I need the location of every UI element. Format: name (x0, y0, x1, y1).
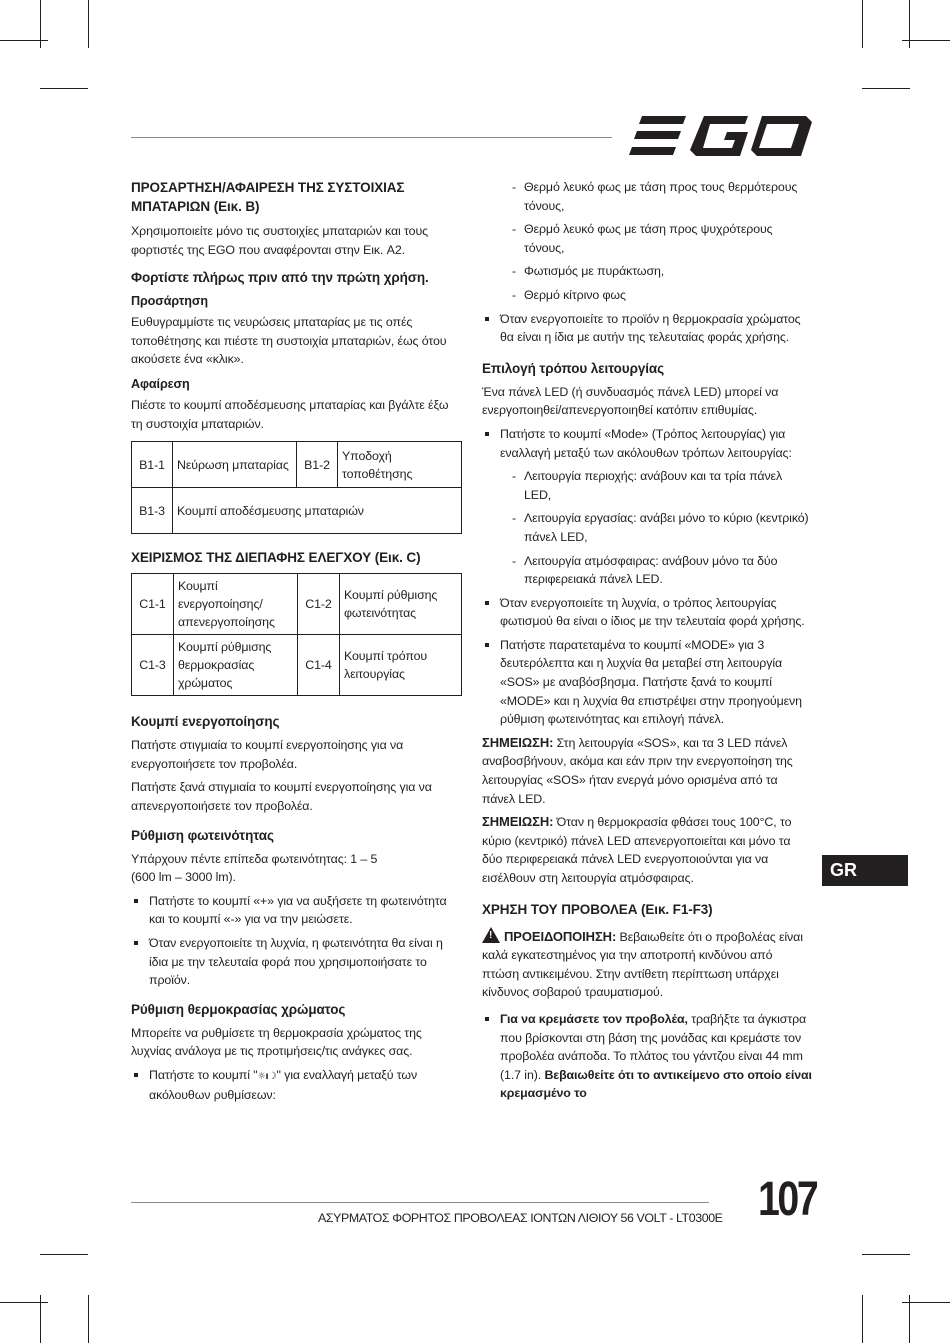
paragraph: Μπορείτε να ρυθμίσετε τη θερμοκρασία χρώματος της λυχνίας ανάλογα με τις προτιμήσεις/τις ανάγκες σας. (131, 1025, 422, 1059)
note (482, 734, 812, 808)
crop-mark (862, 1295, 863, 1343)
warning (482, 927, 812, 1002)
table-cell-text: Κουμπί ρύθμισης θερμοκρασίας χρώματος (174, 635, 298, 696)
list-item: Όταν ενεργοποιείτε τη λυχνία, η φωτεινότητα θα είναι η ίδια με την τελευταία φορά που χρησιμοποιήσατε το προϊόν. (131, 934, 463, 990)
note-label: ΣΗΜΕΙΩΣΗ: (482, 734, 554, 750)
table-row (132, 442, 462, 488)
table-cell-code: C1-1 (132, 574, 174, 635)
list-item-bold: Βεβαιωθείτε ότι το αντικείμενο στο οποίο είναι κρεμασμένο το (500, 1067, 812, 1101)
table-cell-text: Κουμπί ρύθμισης φωτεινότητας (340, 574, 462, 635)
paragraph: Χρησιμοποιείτε μόνο τις συστοιχίες μπαταριών και τους φορτιστές της EGO που αναφέρονται στην Εικ. A2. (131, 224, 428, 257)
color-temp-heading: Ρύθμιση θερμοκρασίας χρώματος (131, 1001, 346, 1017)
list-item-text: Πατήστε το κουμπί " (149, 1067, 258, 1082)
paragraph: Ένα πάνελ LED (ή συνδυασμός πάνελ LED) μπορεί να ενεργοποιηθεί/απενεργοποιηθεί κατόπιν επιθυμίας. (482, 384, 779, 418)
warning-text: Βεβαιωθείτε ότι ο προβολέας είναι καλά εγκατεστημένος για την αποτροπή κινδύνου από πτώση αντικειμένου. Στην αντίθετη περίπτωση υπάρχει κίνδυνος σοβαρού τραυματισμού. (482, 929, 803, 1000)
table-cell-text: Κουμπί αποδέσμευσης μπαταριών (173, 488, 462, 534)
section-title-battery: ΠΡΟΣΑΡΤΗΣΗ/ΑΦΑΙΡΕΣΗ ΤΗΣ ΣΥΣΤΟΙΧΙΑΣ ΜΠΑΤΑΡΙΩΝ (Εικ. B) (131, 180, 405, 214)
crop-mark (862, 0, 863, 48)
note-text: Στη λειτουργία «SOS», και τα 3 LED πάνελ αναβοσβήνουν, ακόμα και εάν πριν την ενεργοποίηση της λειτουργίας «SOS» ήταν ενεργά μόνο ορισμένα από τα πάνελ LED. (482, 735, 793, 806)
color-temp-icon: ☼ı☽ (257, 1070, 277, 1082)
ego-logo (628, 114, 812, 160)
crop-mark (902, 1302, 950, 1303)
warning-label: ΠΡΟΕΙΔΟΠΟΙΗΣΗ: (504, 928, 617, 944)
crop-mark (40, 88, 88, 89)
charge-heading: Φορτίστε πλήρως πριν από την πρώτη χρήση. (131, 270, 429, 286)
note-label: ΣΗΜΕΙΩΣΗ: (482, 814, 554, 830)
crop-mark (0, 40, 48, 41)
table-cell-text: Κουμπί ενεργοποίησης/ απενεργοποίησης (174, 574, 298, 635)
table-cell-text: Νεύρωση μπαταρίας (173, 442, 297, 488)
left-column (131, 178, 463, 1110)
crop-mark (88, 0, 89, 48)
language-tab: GR (822, 855, 908, 886)
table-cell-code: B1-1 (132, 442, 173, 488)
mode-heading: Επιλογή τρόπου λειτουργίας (482, 360, 664, 376)
list-item: Όταν ενεργοποιείτε τη λυχνία, ο τρόπος λειτουργίας φωτισμού θα είναι ο ίδιος με την τελευταία φορά χρήσης. (482, 594, 812, 631)
list-item: - Φωτισμός με πυράκτωση, (482, 262, 812, 281)
list-item: Όταν ενεργοποιείτε το προϊόν η θερμοκρασία χρώματος θα είναι η ίδια με αυτήν της τελευταίας φοράς χρήσης. (482, 310, 812, 347)
crop-mark (902, 40, 950, 41)
list-item (131, 1066, 463, 1105)
power-heading: Κουμπί ενεργοποίησης (131, 714, 280, 730)
list-item: - Λειτουργία εργασίας: ανάβει μόνο το κύριο (κεντρικό) πάνελ LED, (482, 509, 812, 546)
crop-mark (88, 1295, 89, 1343)
list-item-text: τραβήξτε τα άγκιστρα που βρίσκονται στη βάση της μονάδας και κρεμάστε τον προβολέα ανάποδα. Το πλάτος του γάντζου είναι 44 mm (1.7 in). (500, 1011, 807, 1082)
crop-mark (862, 1254, 910, 1255)
paragraph: Ευθυγραμμίστε τις νευρώσεις μπαταρίας με τις οπές τοποθέτησης και πιέστε τη συστοιχία μπαταριών, έως ότου ακούσετε ένα «κλικ». (131, 315, 447, 367)
crop-mark (862, 88, 910, 89)
paragraph: Πατήστε στιγμιαία το κουμπί ενεργοποίησης για να ενεργοποιήσετε τον προβολέα. (131, 738, 404, 771)
attach-heading: Προσάρτηση (131, 294, 208, 309)
brightness-heading: Ρύθμιση φωτεινότητας (131, 827, 274, 843)
table-row (132, 635, 462, 696)
list-item: - Λειτουργία περιοχής: ανάβουν και τα τρία πάνελ LED, (482, 467, 812, 504)
list-item-text: " για εναλλαγή μεταξύ των ακόλουθων ρυθμίσεων: (149, 1067, 418, 1103)
paragraph (131, 850, 463, 887)
paragraph: Πιέστε το κουμπί αποδέσμευσης μπαταρίας και βγάλτε έξω τη συστοιχία μπαταριών. (131, 397, 449, 431)
table-row (132, 574, 462, 635)
header-rule (131, 137, 612, 138)
table-row (132, 488, 462, 534)
list-item (482, 1010, 812, 1103)
list-item: - Λειτουργία ατμόσφαιρας: ανάβουν μόνο τα δύο περιφερειακά πάνελ LED. (482, 552, 812, 589)
section-title-interface: ΧΕΙΡΙΣΜΟΣ ΤΗΣ ΔΙΕΠΑΦΗΣ ΕΛΕΓΧΟΥ (Εικ. C) (131, 550, 421, 566)
remove-heading: Αφαίρεση (131, 376, 190, 391)
list-item: - Θερμό λευκό φως με τάση προς ψυχρότερους τόνους, (482, 220, 812, 257)
list-item: Πατήστε παρατεταμένα το κουμπί «MODE» για 3 δευτερόλεπτα και η λυχνία θα μεταβεί στη λειτουργία «SOS» με αναβόσβησμα. Πατήστε ξανά το κουμπί «MODE» και η λυχνία θα επιστρέψει στην προηγούμενη ρύθμιση φωτεινότητας και επιλογή πάνελ. (482, 636, 812, 729)
list-item: - Θερμό κίτρινο φως (482, 286, 812, 305)
table-cell-text: Κουμπί τρόπου λειτουργίας (340, 635, 462, 696)
table-cell-code: C1-2 (298, 574, 340, 635)
footer-rule (131, 1202, 709, 1203)
list-item-bold: Για να κρεμάσετε τον προβολέα, (500, 1011, 688, 1026)
list-item: - Θερμό λευκό φως με τάση προς τους θερμότερους τόνους, (482, 178, 812, 215)
warning-icon: ! (482, 927, 500, 943)
table-cell-text: Υποδοχή τοποθέτησης (338, 442, 462, 488)
paragraph: Πατήστε ξανά στιγμιαία το κουμπί ενεργοποίησης για να απενεργοποιήσετε τον προβολέα. (131, 780, 432, 813)
list-item: Πατήστε το κουμπί «+» για να αυξήσετε τη φωτεινότητα και το κουμπί «-» για να την μειώσετε. (131, 892, 463, 929)
right-column (482, 178, 812, 1108)
table-b (131, 441, 462, 534)
table-c (131, 573, 462, 696)
crop-mark (40, 1254, 88, 1255)
table-cell-code: C1-4 (298, 635, 340, 696)
section-title-use: ΧΡΗΣΗ ΤΟΥ ΠΡΟΒΟΛΕΑ (Εικ. F1-F3) (482, 901, 713, 917)
note (482, 813, 812, 887)
list-item: Πατήστε το κουμπί «Mode» (Τρόπος λειτουργίας) για εναλλαγή μεταξύ των ακόλουθων τρόπων λειτουργίας: (482, 425, 812, 462)
footer-text: ΑΣΥΡΜΑΤΟΣ ΦΟΡΗΤΟΣ ΠΡΟΒΟΛΕΑΣ ΙΟΝΤΩΝ ΛΙΘΙΟΥ 56 VOLT - LT0300E (318, 1211, 723, 1225)
page-number: 107 (758, 1173, 817, 1226)
table-cell-code: B1-2 (297, 442, 338, 488)
crop-mark (0, 1302, 48, 1303)
brightness-range: (600 lm – 3000 lm). (131, 870, 236, 885)
brightness-levels: Υπάρχουν πέντε επίπεδα φωτεινότητας: 1 – 5 (131, 851, 378, 866)
table-cell-code: C1-3 (132, 635, 174, 696)
table-cell-code: B1-3 (132, 488, 173, 534)
note-text: Όταν η θερμοκρασία φθάσει τους 100°C, το κύριο (κεντρικό) πάνελ LED απενεργοποιείται και μόνο τα δύο περιφερειακά πάνελ LED ενεργοποιούνται για να εισέλθουν στη λειτουργία ατμόσφαιρας. (482, 815, 792, 885)
